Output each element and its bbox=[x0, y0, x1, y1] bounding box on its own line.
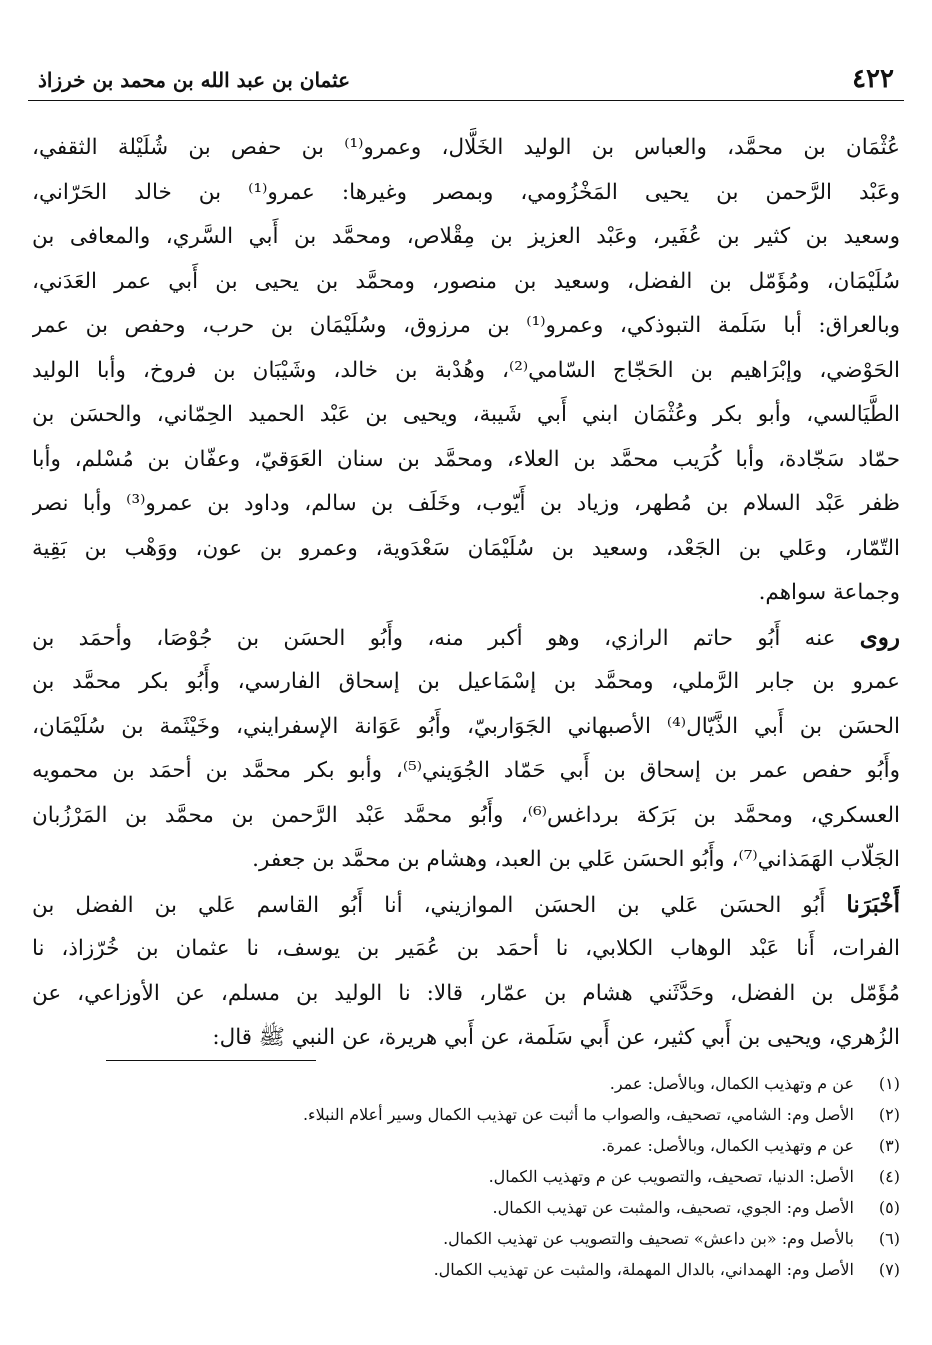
footnote-text: الأصل وم: الجوي، تصحيف، والمثبت عن تهذيب الكمال. bbox=[492, 1198, 854, 1217]
text-line: مُؤَمّل بن الفضل، وحَدَّثَني هشام بن عمّار، قالا: نا الوليد بن مسلم، عن الأوزاعي، عن bbox=[32, 980, 900, 1006]
text-line: العسكري، ومحمَّد بن بَرَكة برداغس⁽⁶⁾، وأَبُو محمَّد عَبْد الرَّحمن بن محمَّد بن المَرْزُبان bbox=[32, 802, 900, 828]
footnote-number: (٥) bbox=[878, 1198, 900, 1217]
footnote-number: (١) bbox=[878, 1074, 900, 1093]
text-line: الجَلّاب الهَمَذاني⁽⁷⁾، وأَبُو الحسَن عَلي بن العبد، وهشام بن محمَّد بن جعفر. bbox=[252, 847, 900, 872]
text-line: عُثْمَان بن محمَّد، والعباس بن الوليد الخَلَّال، وعمرو⁽¹⁾ بن حفص بن شُلَيْلة الثقفي، bbox=[32, 135, 900, 160]
footnote-text: عن م وتهذيب الكمال، وبالأصل: عمرة. bbox=[601, 1136, 854, 1155]
text-line: حمّاد سَجّادة، وأبا كُرَيب محمَّد بن العلاء، ومحمَّد بن سنان العَوَقيّ، وعفّان بن مُسْلم، وأبا bbox=[32, 446, 900, 472]
paragraph-lead-word: أَخْبَرَنا bbox=[846, 890, 900, 918]
footnote-text: الأصل: الدنيا، تصحيف، والتصويب عن م وتهذيب الكمال. bbox=[488, 1167, 854, 1186]
text-line: ظفر عَبْد السلام بن مُطهر، وزياد بن أَيّوب، وخَلَف بن سالم، وداود بن عمرو⁽³⁾ وأبا نصر bbox=[32, 491, 900, 516]
text-line: سُلَيْمَان، ومُؤَمّل بن الفضل، وسعيد بن منصور، ومحمَّد بن يحيى بن أَبي عمر العَدَني، bbox=[32, 268, 900, 294]
running-title: عثمان بن عبد الله بن محمد بن خرزاذ bbox=[38, 68, 351, 92]
text-line: الحَوْضي، وإبْرَاهيم بن الحَجّاج السّامي⁽²⁾، وهُدْبة بن خالد، وشَيْبَان بن فروخ، وأبا الوليد bbox=[32, 357, 900, 383]
text-line: التّمّار، وعَلي بن الجَعْد، وسعيد بن سُلَيْمَان سَعْدَوية، وعمرو بن عون، ووَهْب بن بَقِية bbox=[32, 535, 900, 561]
text-span: عنه أَبُو حاتم الرازي، وهو أكبر منه، وأَبُو الحسَن بن جُوْصَا، وأحمَد بن bbox=[32, 625, 860, 651]
footnote bbox=[40, 1192, 900, 1223]
page-number: ٤٢٢ bbox=[852, 64, 894, 94]
text-line: عمرو بن جابر الرَّملي، ومحمَّد بن إسْمَاعيل بن إسحاق الفارسي، وأَبُو بكر محمَّد بن bbox=[32, 669, 900, 694]
text-line: الزُهري، ويحيى بن أَبي كثير، عن أَبي سَلَمة، عن أَبي هريرة، عن النبي ﷺ قال: bbox=[212, 1025, 900, 1050]
footnote bbox=[40, 1254, 900, 1285]
footnote bbox=[40, 1099, 900, 1130]
footnote-number: (٣) bbox=[878, 1136, 900, 1155]
text-line: الطَّيَالسي، وأبو بكر وعُثْمَان ابني أَبي شَيبة، ويحيى بن عَبْد الحميد الحِمّاني، والحسَن بن bbox=[32, 402, 900, 427]
footnote bbox=[40, 1223, 900, 1254]
footnote-text: الأصل وم: الشامي، تصحيف، والصواب ما أثبت عن تهذيب الكمال وسير أعلام النبلاء. bbox=[302, 1105, 854, 1124]
footnote bbox=[40, 1161, 900, 1192]
footnote-divider bbox=[106, 1060, 316, 1061]
footnote-number: (٤) bbox=[878, 1167, 900, 1186]
paragraph-first-line bbox=[32, 616, 900, 661]
text-line: وأَبُو حفص عمر بن إسحاق بن أَبي حَمّاد الجُوَيني⁽⁵⁾، وأبو بكر محمَّد بن أحمَد بن محمويه bbox=[32, 758, 900, 783]
footnote-number: (٧) bbox=[878, 1260, 900, 1279]
page-header bbox=[28, 56, 904, 101]
footnote-number: (٢) bbox=[878, 1105, 900, 1124]
footnote bbox=[40, 1130, 900, 1161]
text-line: وعَبْد الرَّحمن بن يحيى المَخْزُومي، وبمصر وغيرها: عمرو⁽¹⁾ بن خالد الحَرّاني، bbox=[32, 179, 900, 205]
main-text bbox=[32, 126, 900, 1061]
footnote-text: بالأصل وم: «بن داعش» تصحيف والتصويب عن تهذيب الكمال. bbox=[443, 1229, 854, 1248]
footnote-text: عن م وتهذيب الكمال، وبالأصل: عمر. bbox=[609, 1074, 854, 1093]
footnotes bbox=[40, 1068, 900, 1285]
paragraph-lead-word: روى bbox=[859, 623, 900, 651]
footnote-text: الأصل وم: الهمداني، بالدال المهملة، والمثبت عن تهذيب الكمال. bbox=[433, 1260, 854, 1279]
text-line: وجماعة سواهم. bbox=[758, 580, 900, 605]
paragraph-first-line bbox=[32, 883, 900, 928]
text-line: الفرات، أَنا عَبْد الوهاب الكلابي، نا أحمَد بن عُمَير بن يوسف، نا عثمان بن خُرّزاذ، نا bbox=[32, 936, 900, 961]
text-line: الحسَن بن أَبي الذَّيّال⁽⁴⁾ الأصبهاني الجَوَاربيّ، وأَبُو عَوَانة الإسفرايني، وخَيْثَمة بن سُلَيْمَان، bbox=[32, 713, 900, 739]
footnote bbox=[40, 1068, 900, 1099]
text-line: وسعيد بن كثير بن عُفَير، وعَبْد العزيز بن مِقْلاص، ومحمَّد بن أَبي السَّري، والمعافى بن bbox=[32, 224, 900, 249]
footnote-number: (٦) bbox=[878, 1229, 900, 1248]
text-line: وبالعراق: أبا سَلَمة التبوذكي، وعمرو⁽¹⁾ بن مرزوق، وسُلَيْمَان بن حرب، وحفص بن عمر bbox=[32, 313, 900, 338]
text-span: أَبُو الحسَن عَلي بن الحسَن الموازيني، أنا أَبُو القاسم عَلي بن الفضل بن bbox=[32, 892, 847, 918]
